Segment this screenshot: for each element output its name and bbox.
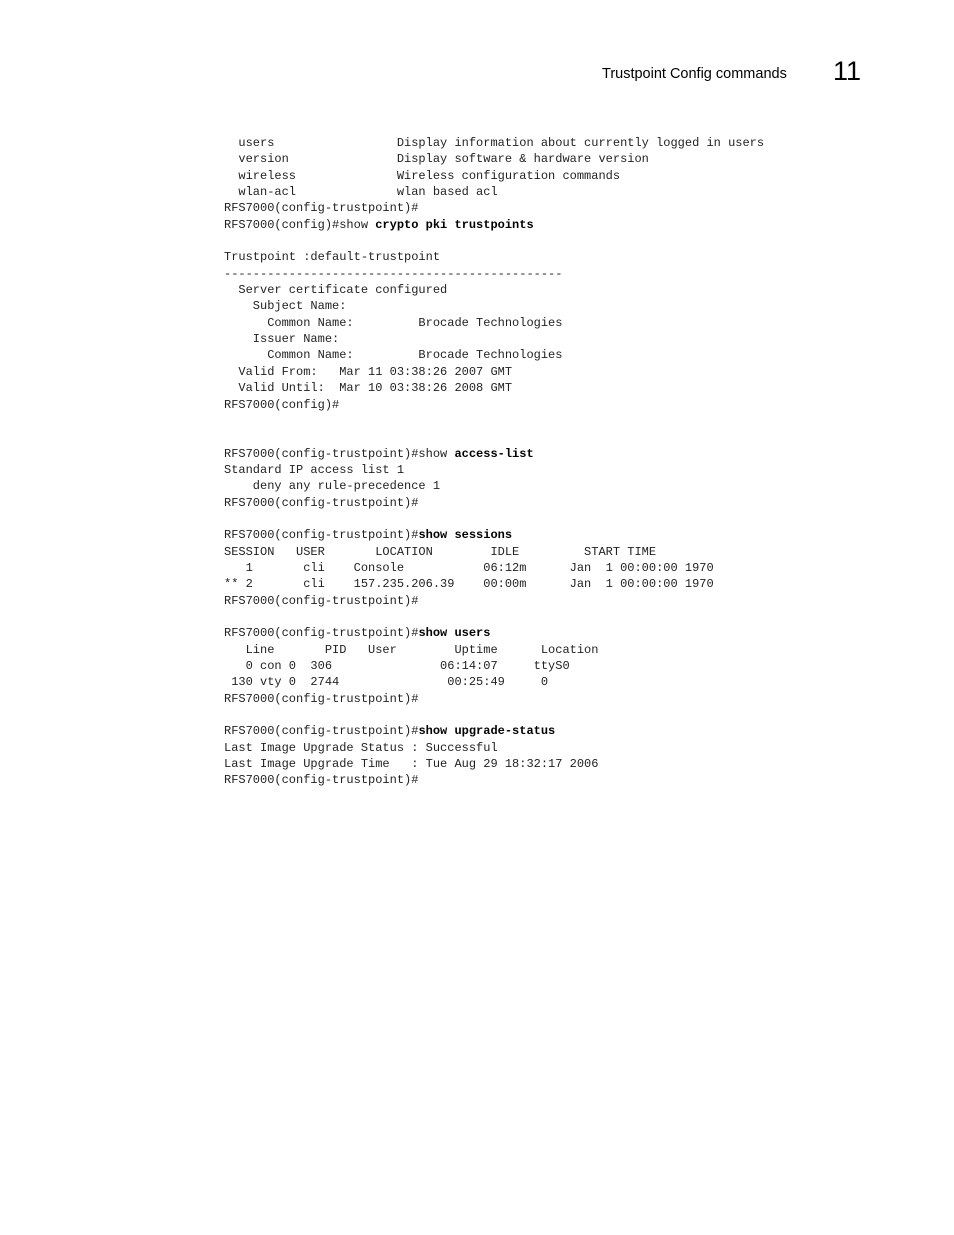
section-title: Trustpoint Config commands	[602, 66, 787, 82]
code-text: Common Name: Brocade Technologies	[224, 315, 563, 330]
code-line	[224, 266, 844, 282]
code-line	[224, 200, 844, 216]
code-text: 130 vty 0 2744 00:25:49 0	[224, 675, 549, 690]
code-line	[224, 233, 844, 249]
code-line	[224, 397, 844, 413]
code-text: users Display information about currently logged in users	[224, 136, 765, 150]
chapter-number: 11	[833, 56, 862, 86]
code-line	[224, 446, 844, 462]
code-text: 1 cli Console 06:12m Jan 1 00:00:00 1970	[224, 560, 714, 575]
code-line	[224, 184, 844, 200]
code-text: Standard IP access list 1	[224, 462, 405, 477]
code-line	[224, 740, 844, 756]
code-text: RFS7000(config-trustpoint)#	[224, 201, 419, 216]
code-text: Server certificate configured	[224, 283, 448, 298]
code-line	[224, 282, 844, 298]
code-line	[224, 347, 844, 363]
code-command-bold: crypto pki trustpoints	[375, 217, 534, 232]
code-text: RFS7000(config-trustpoint)#	[224, 724, 419, 739]
code-text: 0 con 0 306 06:14:07 ttyS0	[224, 659, 570, 673]
code-text: Common Name: Brocade Technologies	[224, 348, 563, 363]
code-line	[224, 364, 844, 380]
code-text: RFS7000(config-trustpoint)#	[224, 495, 419, 510]
code-line	[224, 723, 844, 739]
code-text: Line PID User Uptime Location	[224, 642, 599, 657]
code-text: RFS7000(config-trustpoint)#	[224, 626, 419, 641]
code-line	[224, 772, 844, 788]
code-line	[224, 658, 844, 674]
code-text: wlan-acl wlan based acl	[224, 185, 498, 200]
code-command-bold: show users	[418, 626, 491, 641]
code-line	[224, 707, 844, 723]
code-line	[224, 544, 844, 560]
code-text: -----------------------------------------------	[224, 266, 563, 281]
code-text: RFS7000(config-trustpoint)#show	[224, 446, 455, 461]
code-line	[224, 135, 844, 151]
code-line	[224, 609, 844, 625]
code-line	[224, 249, 844, 265]
code-line	[224, 511, 844, 527]
code-text: Last Image Upgrade Status : Successful	[224, 740, 498, 755]
code-line	[224, 625, 844, 641]
code-line	[224, 429, 844, 445]
code-line	[224, 380, 844, 396]
code-command-bold: access-list	[454, 446, 534, 461]
code-text: wireless Wireless configuration commands	[224, 168, 621, 183]
code-line	[224, 315, 844, 331]
cli-output-block	[224, 135, 844, 789]
code-line	[224, 495, 844, 511]
code-text: deny any rule-precedence 1	[224, 479, 441, 494]
page-header	[0, 56, 954, 96]
code-line	[224, 168, 844, 184]
code-text: Valid Until: Mar 10 03:38:26 2008 GMT	[224, 381, 513, 396]
code-text: RFS7000(config)#show	[224, 217, 376, 232]
code-line	[224, 593, 844, 609]
code-text: Subject Name:	[224, 299, 347, 314]
code-text: RFS7000(config-trustpoint)#	[224, 593, 419, 608]
code-text: RFS7000(config-trustpoint)#	[224, 528, 419, 543]
code-text: RFS7000(config)#	[224, 397, 340, 412]
code-line	[224, 691, 844, 707]
code-line	[224, 560, 844, 576]
code-text: RFS7000(config-trustpoint)#	[224, 691, 419, 706]
code-line	[224, 756, 844, 772]
code-text: Valid From: Mar 11 03:38:26 2007 GMT	[224, 364, 513, 379]
code-command-bold: show upgrade-status	[418, 724, 556, 739]
code-line	[224, 462, 844, 478]
code-line	[224, 478, 844, 494]
code-text: Issuer Name:	[224, 332, 340, 347]
code-text: Last Image Upgrade Time : Tue Aug 29 18:32:17 2006	[224, 757, 599, 772]
code-text: Trustpoint :default-trustpoint	[224, 250, 441, 265]
code-text: SESSION USER LOCATION IDLE START TIME	[224, 544, 657, 559]
code-command-bold: show sessions	[418, 528, 513, 543]
code-line	[224, 527, 844, 543]
code-line	[224, 331, 844, 347]
code-line	[224, 151, 844, 167]
code-line	[224, 298, 844, 314]
code-line	[224, 217, 844, 233]
code-text: RFS7000(config-trustpoint)#	[224, 773, 419, 788]
code-line	[224, 674, 844, 690]
code-line	[224, 642, 844, 658]
code-text: version Display software & hardware version	[224, 152, 649, 167]
code-text: ** 2 cli 157.235.206.39 00:00m Jan 1 00:00:00 1970	[224, 577, 714, 592]
code-line	[224, 413, 844, 429]
code-line	[224, 576, 844, 592]
